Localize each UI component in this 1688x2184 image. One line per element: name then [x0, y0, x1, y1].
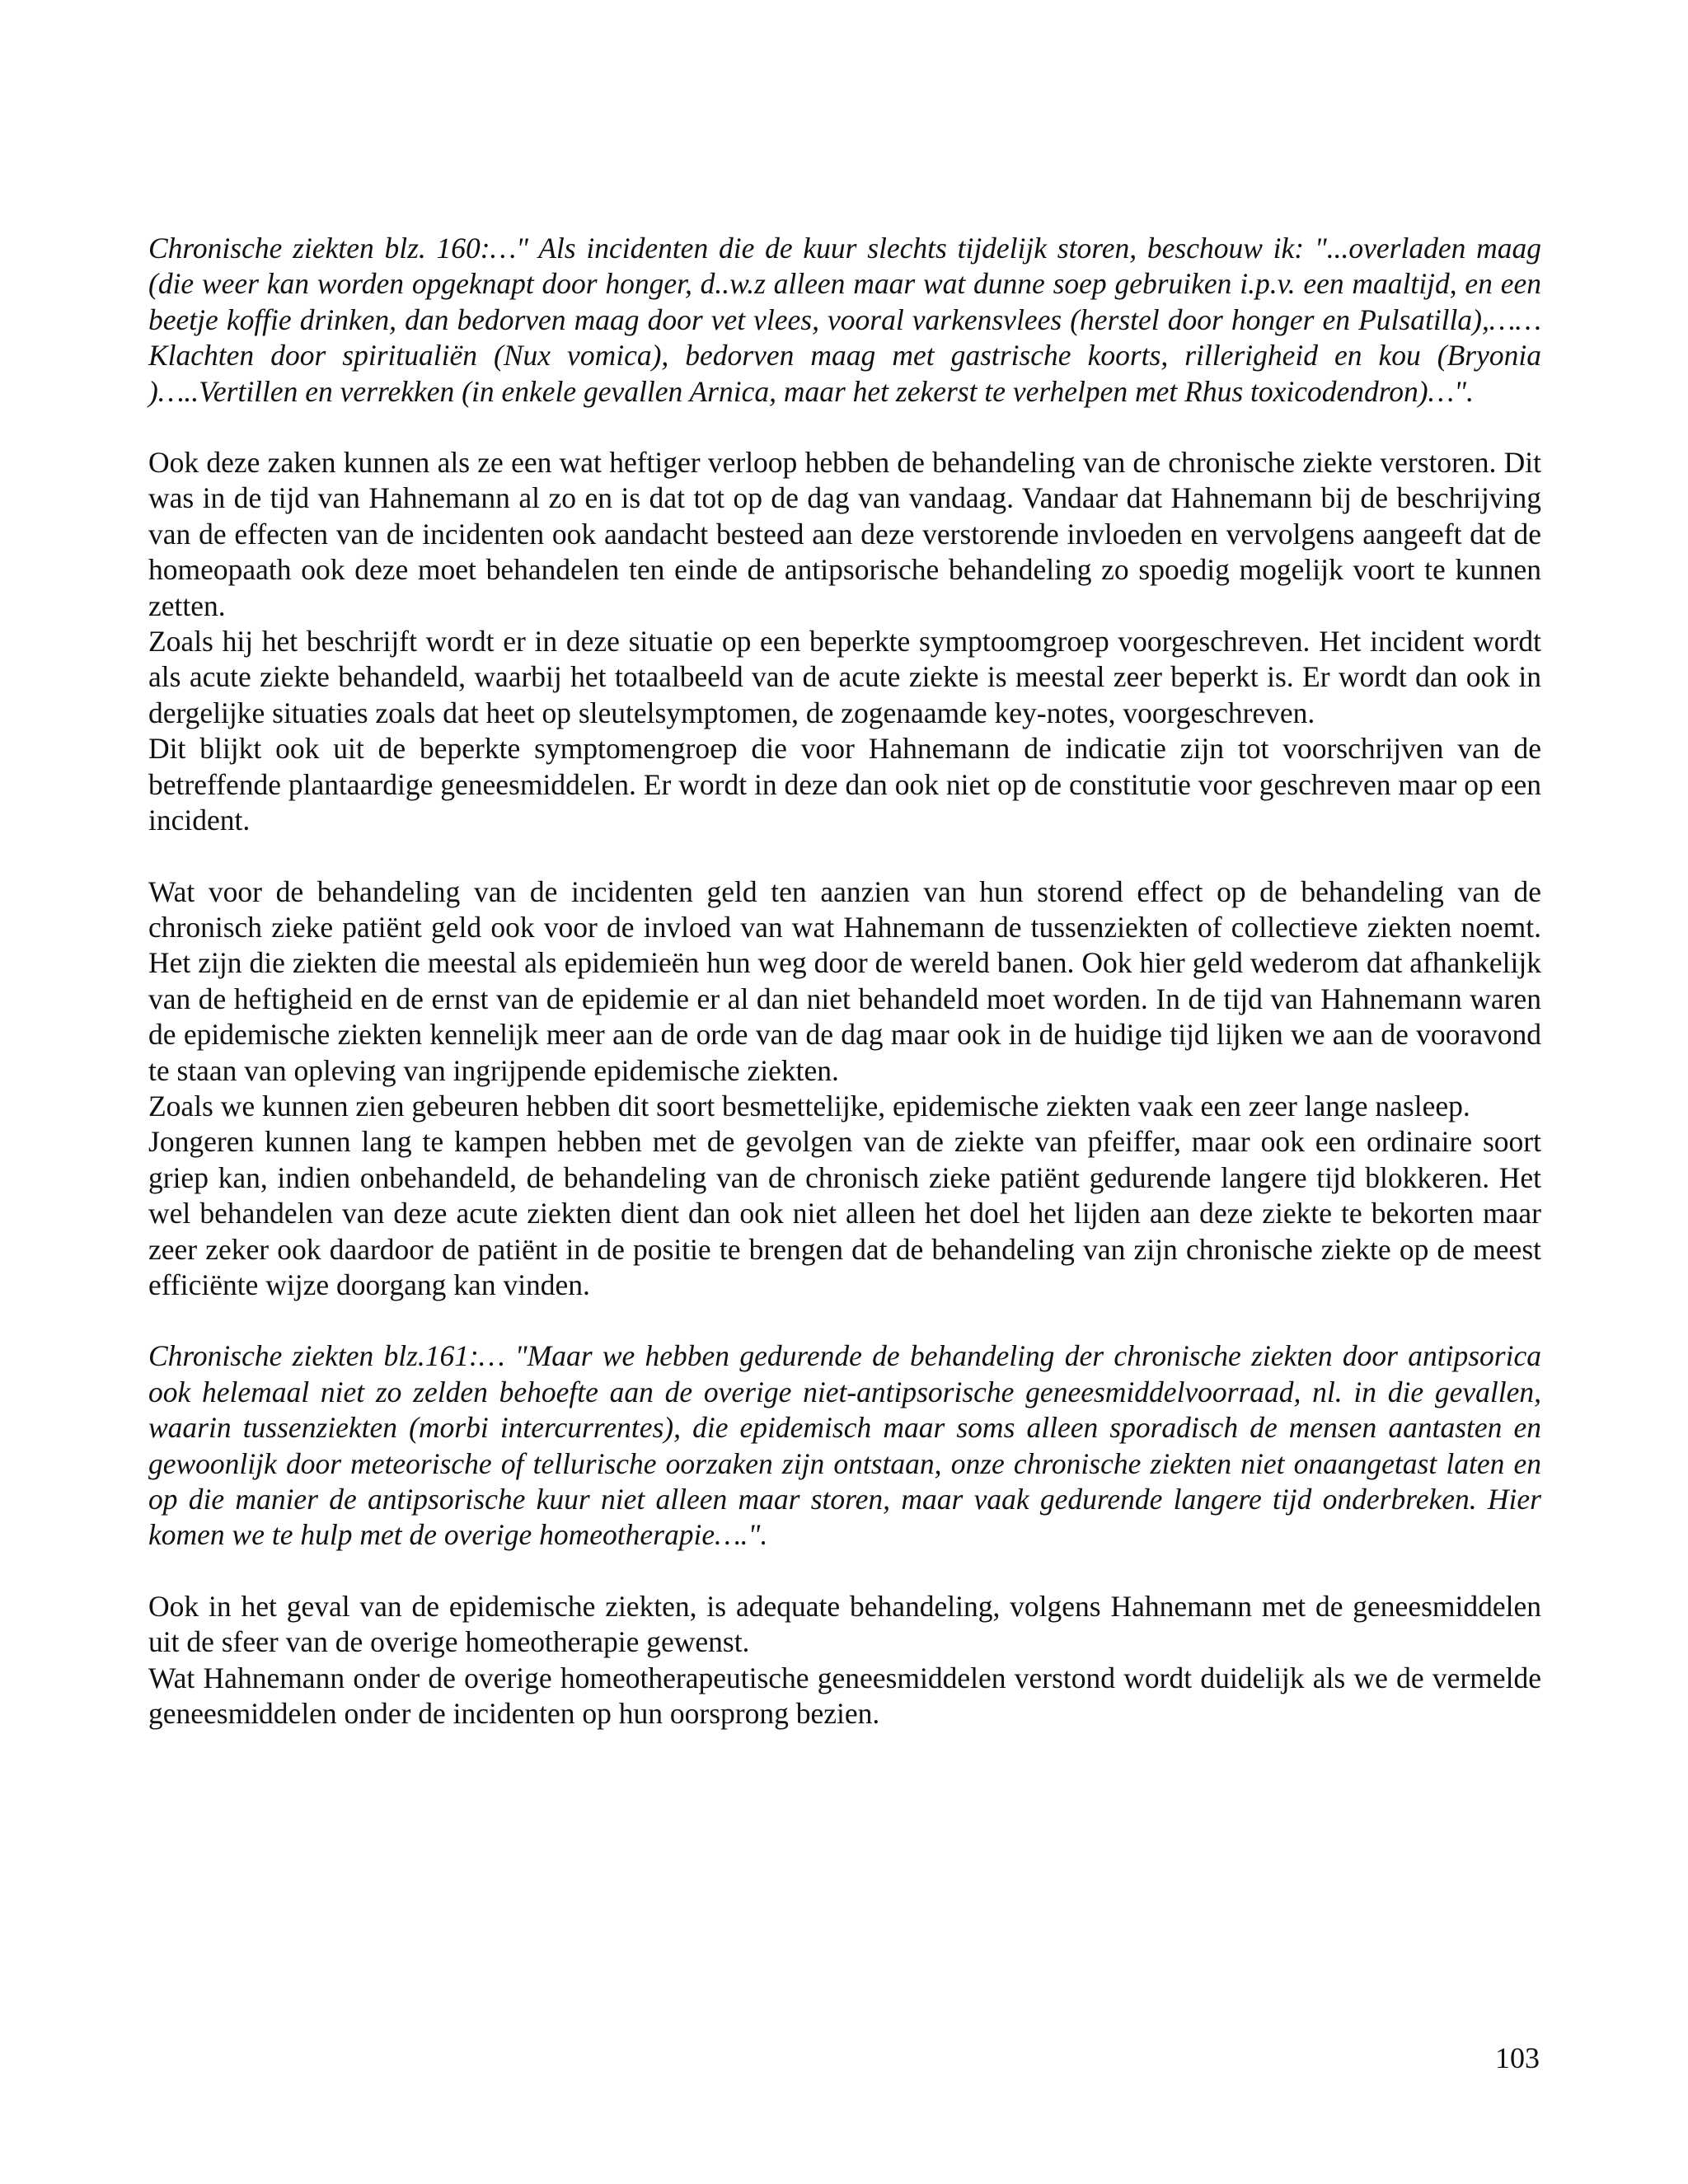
page-number: 103 — [1495, 2041, 1540, 2074]
body-paragraph-6: Jongeren kunnen lang te kampen hebben met de gevolgen van de ziekte van pfeiffer, maar ook een ordinaire soort griep kan, indien onbehandeld, de behandeling van de chronisch zieke patiënt gedurende langere tijd blokkeren. Het wel behandelen van deze acute ziekten dient dan ook niet alleen het doel het lijden aan deze ziekte te bekorten maar zeer zeker ook daardoor de patiënt in de positie te brengen dat de behandeling van zijn chronische ziekte op de meest efficiënte wijze doorgang kan vinden. — [148, 1125, 1541, 1301]
body-paragraph-8: Wat Hahnemann onder de overige homeotherapeutische geneesmiddelen verstond wordt duidelijk als we de vermelde geneesmiddelen onder de incidenten op hun oorsprong bezien. — [148, 1661, 1541, 1731]
paragraph-gap — [148, 1554, 1541, 1589]
body-paragraph-4: Wat voor de behandeling van de incidenten geld ten aanzien van hun storend effect op de behandeling van de chronisch zieke patiënt geld ook voor de invloed van wat Hahnemann de tussenziekten of collectieve ziekten noemt. Het zijn die ziekten die meestal als epidemieën hun weg door de wereld banen. Ook hier geld wederom dat afhankelijk van de heftigheid en de ernst van de epidemie er al dan niet behandeld moet worden. In de tijd van Hahnemann waren de epidemische ziekten kennelijk meer aan de orde van de dag maar ook in de huidige tijd lijken we aan de vooravond te staan van opleving van ingrijpende epidemische ziekten. — [148, 874, 1541, 1087]
quote-paragraph-1: Chronische ziekten blz. 160:…" Als incidenten die de kuur slechts tijdelijk storen, beschouw ik: "...overladen maag (die weer kan worden opgeknapt door honger, d..w.z alleen maar wat dunne soep gebruiken i.p.v. een maaltijd, en een beetje koffie drinken, dan bedorven maag door vet vlees, vooral varkensvlees (herstel door honger en Pulsatilla),……Klachten door spiritualiën (Nux vomica), bedorven maag met gastrische koorts, rillerigheid en kou (Bryonia )…..Vertillen en verrekken (in enkele gevallen Arnica, maar het zekerst te verhelpen met Rhus toxicodendron)…". — [148, 232, 1541, 408]
paragraph-gap — [148, 410, 1541, 445]
paragraph-gap — [148, 839, 1541, 874]
body-paragraph-7: Ook in het geval van de epidemische ziekten, is adequate behandeling, volgens Hahnemann met de geneesmiddelen uit de sfeer van de overige homeotherapie gewenst. — [148, 1589, 1541, 1659]
document-body — [148, 231, 1541, 1732]
body-paragraph-3: Dit blijkt ook uit de beperkte symptomengroep die voor Hahnemann de indicatie zijn tot voorschrijven van de betreffende plantaardige geneesmiddelen. Er wordt in deze dan ook niet op de constitutie voor geschreven maar op een incident. — [148, 732, 1541, 837]
body-paragraph-2: Zoals hij het beschrijft wordt er in deze situatie op een beperkte symptoomgroep voorgeschreven. Het incident wordt als acute ziekte behandeld, waarbij het totaalbeeld van de acute ziekte is meestal zeer beperkt is. Er wordt dan ook in dergelijke situaties zoals dat heet op sleutelsymptomen, de zogenaamde key-notes, voorgeschreven. — [148, 625, 1541, 729]
body-paragraph-5: Zoals we kunnen zien gebeuren hebben dit soort besmettelijke, epidemische ziekten vaak een zeer lange nasleep. — [148, 1089, 1470, 1122]
body-paragraph-1: Ook deze zaken kunnen als ze een wat heftiger verloop hebben de behandeling van de chronische ziekte verstoren. Dit was in de tijd van Hahnemann al zo en is dat tot op de dag van vandaag. Vandaar dat Hahnemann bij de beschrijving van de effecten van de incidenten ook aandacht besteed aan deze verstorende invloeden en vervolgens aangeeft dat de homeopaath ook deze moet behandelen ten einde de antipsorische behandeling zo spoedig mogelijk voort te kunnen zetten. — [148, 446, 1541, 622]
paragraph-gap — [148, 1303, 1541, 1338]
quote-paragraph-2: Chronische ziekten blz.161:… "Maar we hebben gedurende de behandeling der chronische ziekten door antipsorica ook helemaal niet zo zelden behoefte aan de overige niet-antipsorische geneesmiddelvoorraad, nl. in die gevallen, waarin tussenziekten (morbi intercurrentes), die epidemisch maar soms alleen sporadisch de mensen aantasten en gewoonlijk door meteorische of tellurische oorzaken zijn ontstaan, onze chronische ziekten niet onaangetast laten en op die manier de antipsorische kuur niet alleen maar storen, maar vaak gedurende langere tijd onderbreken. Hier komen we te hulp met de overige homeotherapie….". — [148, 1339, 1541, 1552]
